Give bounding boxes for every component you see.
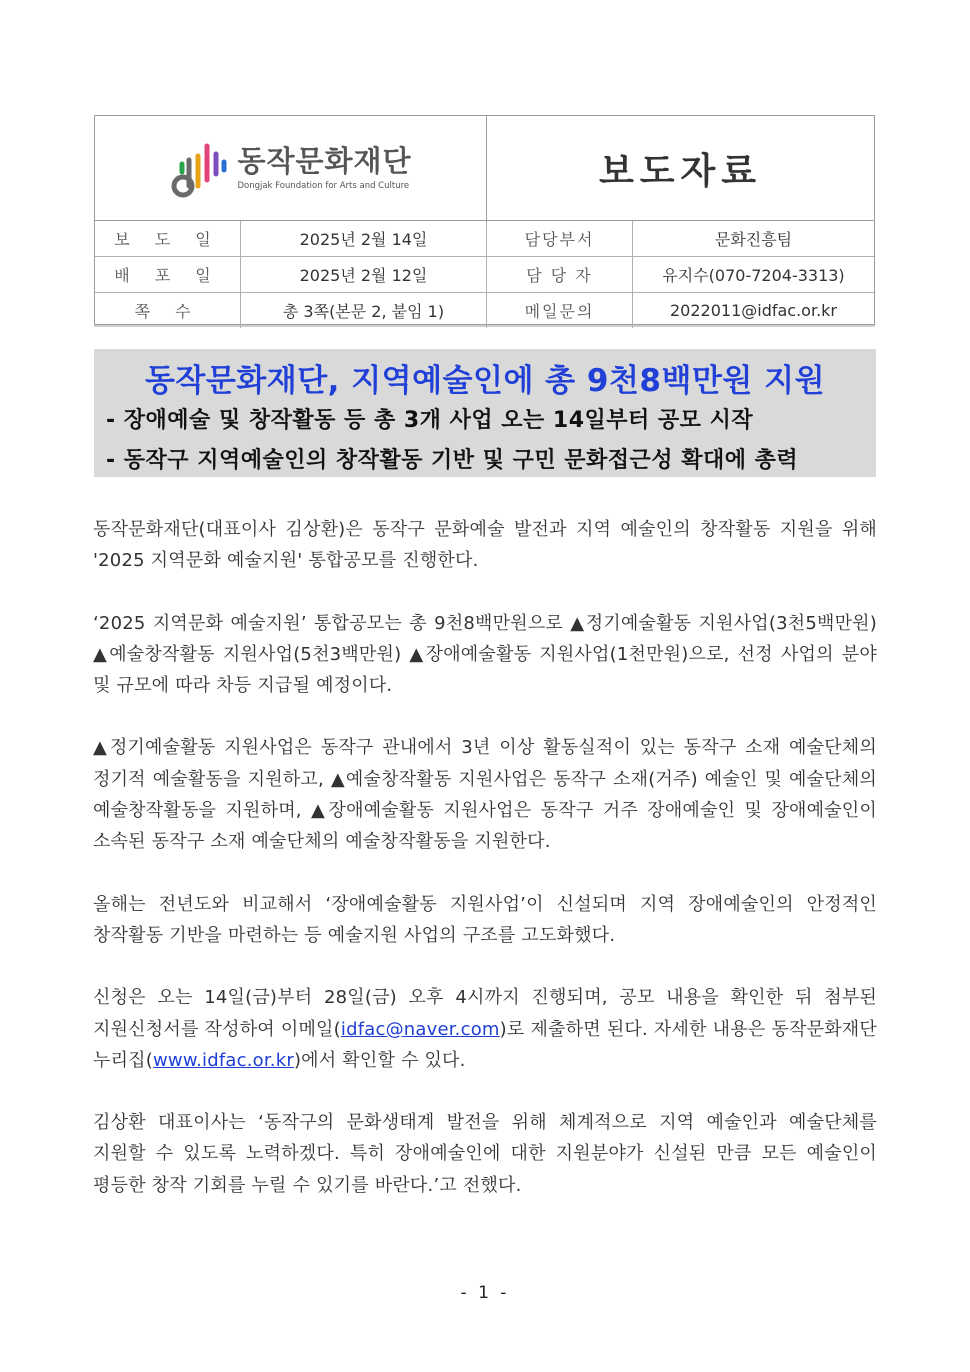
article-body [93, 514, 877, 1232]
paragraph-3: ▲정기예술활동 지원사업은 동작구 관내에서 3년 이상 활동실적이 있는 동작구 소재 예술단체의 정기적 예술활동을 지원하고, ▲예술창작활동 지원사업은 동작구 소재(거주) 예술인 및 예술단체의 예술창작활동을 지원하며, ▲장애예술활동 지원사업은 동작구 거주 장애예술인 및 장애예술인이 소속된 동작구 소재 예술단체의 예술창작활동을 지원한다. [93, 737, 877, 853]
logo-cell [95, 116, 487, 220]
value-email-inquiry: 2022011@idfac.or.kr [669, 301, 837, 320]
label-release-date: 보 도 일 [95, 221, 241, 256]
paragraph-5-text-a: 신청은 오는 14일(금)부터 28일(금) 오후 4시까지 진행되며, 공모 내용을 확인한 뒤 첨부된 지원신청서를 작성하여 이메일( [93, 987, 877, 1040]
info-row-distribution-date [95, 257, 874, 293]
info-row-page-count [95, 293, 874, 328]
label-email-inquiry: 메일문의 [487, 293, 633, 328]
paragraph-6: 김상환 대표이사는 ‘동작구의 문화생태계 발전을 위해 체계적으로 지역 예술인과 예술단체를 지원할 수 있도록 노력하겠다. 특히 장애예술인에 대한 지원분야가 신설된 만큼 모든 예술인이 평등한 창작 기회를 누릴 수 있기를 바란다.’고 전했다. [93, 1112, 877, 1196]
label-department: 담당부서 [487, 221, 633, 256]
paragraph-5 [93, 982, 877, 1076]
title-cell [487, 116, 874, 220]
value-contact-person: 유지수(070-7204-3313) [662, 266, 845, 285]
headline-subtitle-1: - 장애예술 및 창작활동 등 총 3개 사업 오는 14일부터 공모 시작 [106, 408, 754, 433]
logo-english-name: Dongjak Foundation for Arts and Culture [237, 181, 410, 191]
label-page-count: 쪽 수 [95, 293, 241, 328]
page-number: - 1 - [460, 1283, 510, 1303]
document-type-title: 보도자료 [598, 150, 763, 192]
foundation-logo [169, 136, 411, 200]
paragraph-5-text-c: )에서 확인할 수 있다. [293, 1049, 466, 1071]
headline-subtitle-2: - 동작구 지역예술인의 창작활동 기반 및 구민 문화접근성 확대에 총력 [106, 448, 799, 473]
foundation-logo-icon [169, 136, 229, 200]
press-release-header [94, 115, 875, 325]
headline-title: 동작문화재단, 지역예술인에 총 9천8백만원 지원 [144, 363, 826, 399]
header-top-row [95, 116, 874, 221]
paragraph-1: 동작문화재단(대표이사 김상환)은 동작구 문화예술 발전과 지역 예술인의 창작활동 지원을 위해 '2025 지역문화 예술지원' 통합공모를 진행한다. [93, 519, 877, 572]
value-page-count: 총 3쪽(본문 2, 붙임 1) [241, 293, 487, 328]
info-row-release-date [95, 221, 874, 257]
value-department: 문화진흥팀 [714, 230, 793, 249]
paragraph-5-text-b: )로 제출하면 된다. 자세한 내용은 동작문화재단 누리집( [93, 1018, 877, 1071]
label-distribution-date: 배 포 일 [95, 257, 241, 292]
email-link[interactable]: idfac@naver.com [340, 1018, 500, 1040]
label-contact-person: 담 당 자 [487, 257, 633, 292]
logo-text [237, 144, 411, 192]
paragraph-2: ‘2025 지역문화 예술지원’ 통합공모는 총 9천8백만원으로 ▲정기예술활동 지원사업(3천5백만원) ▲예술창작활동 지원사업(5천3백만원) ▲장애예술활동 지원사업(1천만원)으로, 선정 사업의 분야 및 규모에 따라 차등 지급될 예정이다. [93, 612, 877, 697]
paragraph-4: 올해는 전년도와 비교해서 ‘장애예술활동 지원사업’이 신설되며 지역 장애예술인의 안정적인 창작활동 기반을 마련하는 등 예술지원 사업의 구조를 고도화했다. [93, 893, 877, 946]
logo-korean-name: 동작문화재단 [237, 144, 412, 178]
headline-block [94, 349, 876, 477]
value-distribution-date: 2025년 2월 12일 [241, 257, 487, 292]
website-link[interactable]: www.idfac.or.kr [153, 1049, 294, 1071]
value-release-date: 2025년 2월 14일 [241, 221, 487, 256]
